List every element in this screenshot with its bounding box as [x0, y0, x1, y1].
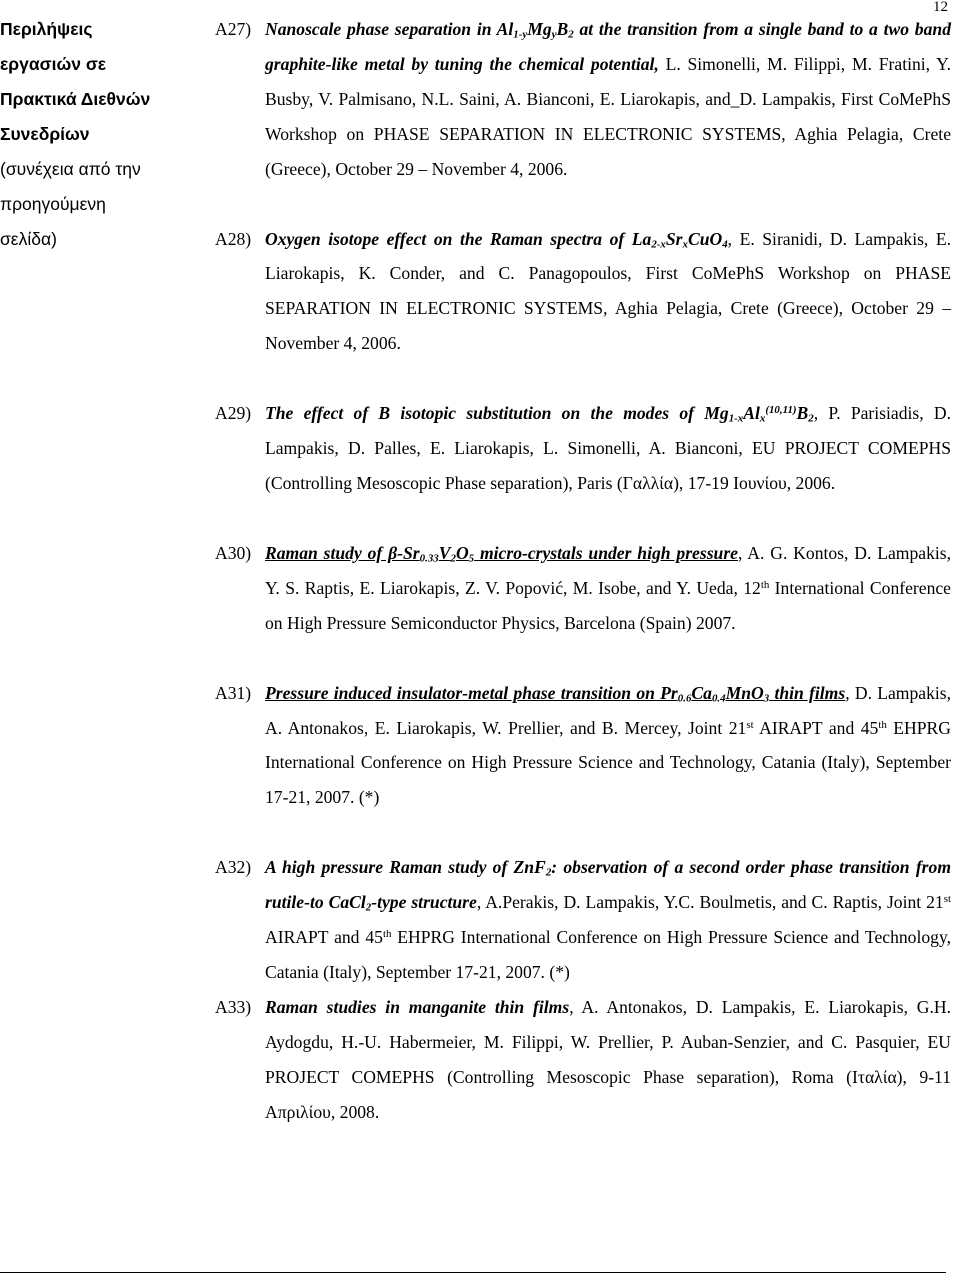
entry-body — [265, 536, 951, 641]
entry-body — [265, 222, 951, 362]
entry-title: Raman study of $\beta-Sr_{0.33}V_2O_5$ micro-crystals under high pressure — [265, 542, 738, 565]
publication-entry-a27 — [215, 12, 951, 187]
page-number: 12 — [933, 0, 948, 15]
entry-title: The effect of B isotopic substitution on the modes of $Mg_{1-x}Al_x^{(10,11)}B_2$ — [265, 403, 814, 425]
entry-title: Oxygen isotope effect on the Raman spectra of $La_{2-x}Sr_xCuO_4$ — [265, 228, 728, 251]
entry-body — [265, 990, 951, 1130]
entry-body — [265, 12, 951, 187]
entry-title: A high pressure Raman study of ZnF$_2$: observation of a second order phase transition from rutile-to CaCl$_2$-type structure — [265, 857, 952, 914]
side-note-line: Πρακτικά Διεθνών — [0, 89, 151, 109]
entry-label: A30) — [215, 542, 252, 563]
entry-citation: , A.Perakis, D. Lampakis, Y.C. Boulmetis, and C. Raptis, Joint 21st AIRAPT and 45th EHPRG International Conference on High Pressure Science and Technology, Catania (Italy), September 17-21, 2007. (*) — [265, 892, 951, 982]
entry-title: Nanoscale phase separation in $Al_{1-y}Mg_yB_2$ at the transition from a single band to a two band graphite-like metal by tuning the chemical potential, — [265, 19, 951, 74]
publication-entry-a29 — [215, 396, 951, 501]
entry-body — [265, 396, 951, 501]
entry-citation: , A. G. Kontos, D. Lampakis, Y. S. Raptis, E. Liarokapis, Z. V. Popović, M. Isobe, and Y. Ueda, 12th International Conference on High Pressure Semiconductor Physics, Barcelona (Spain) 2007. — [265, 542, 951, 633]
side-note-line: Περιλήψεις — [0, 19, 93, 39]
entry-label: A28) — [215, 228, 252, 249]
entry-label: A27) — [215, 19, 252, 39]
entry-label: A33) — [215, 996, 252, 1017]
entry-title: Pressure induced insulator-metal phase transition on $Pr_{0.6}Ca_{0.4}MnO_3$ thin films — [265, 682, 846, 705]
entry-citation: , D. Lampakis, A. Antonakos, E. Liarokapis, W. Prellier, and B. Mercey, Joint 21st AIRAPT and 45th EHPRG International Conference on High Pressure Science and Technology, Catania (Italy), September 17-21, 2007. (*) — [265, 682, 951, 808]
entry-title: Raman studies in manganite thin films — [265, 996, 570, 1017]
side-note-line: σελίδα) — [0, 229, 57, 249]
section-side-note — [0, 12, 198, 257]
entry-label: A32) — [215, 857, 252, 878]
publication-list — [215, 12, 951, 1129]
publication-entry-a32 — [215, 850, 951, 990]
side-note-line: Συνεδρίων — [0, 124, 90, 144]
side-note-line: προηγούμενη — [0, 194, 106, 214]
entry-citation: , P. Parisiadis, D. Lampakis, D. Palles, E. Liarokapis, L. Simonelli, A. Bianconi, EU PROJECT COMEPHS (Controlling Mesoscopic Phase separation), Paris (Γαλλία), 17-19 Ιουνίου, 2006. — [265, 403, 951, 493]
side-note-line: εργασιών σε — [0, 54, 107, 74]
publication-entry-a30 — [215, 536, 951, 641]
publication-entry-a28 — [215, 222, 951, 362]
entry-citation: , E. Siranidi, D. Lampakis, E. Liarokapis, K. Conder, and C. Panagopoulos, First CoMePhS Workshop on PHASE SEPARATION IN ELECTRONIC SYSTEMS, Aghia Pelagia, Crete (Greece), October 29 – November 4, 2006. — [265, 228, 951, 354]
publication-entry-a31 — [215, 676, 951, 816]
entry-citation: , A. Antonakos, D. Lampakis, E. Liarokapis, G.H. Aydogdu, H.-U. Habermeier, M. Filippi, W. Prellier, P. Auban-Senzier, and C. Pasquier, EU PROJECT COMEPHS (Controlling Mesoscopic Phase separation), Roma (Ιταλία), 9-11 Απριλίου, 2008. — [265, 996, 951, 1122]
entry-body — [265, 676, 951, 816]
entry-label: A31) — [215, 682, 252, 703]
publication-entry-a33 — [215, 990, 951, 1130]
entry-label: A29) — [215, 403, 252, 424]
entry-citation: L. Simonelli, M. Filippi, M. Fratini, Y. Busby, V. Palmisano, N.L. Saini, A. Bianconi, E. Liarokapis, and_D. Lampakis, First CoMePhS Workshop on PHASE SEPARATION IN ELECTRONIC SYSTEMS, Aghia Pelagia, Crete (Greece), October 29 – November 4, 2006. — [265, 53, 951, 179]
entry-body — [265, 850, 951, 990]
side-note-line: (συνέχεια από την — [0, 159, 141, 179]
footer-rule — [0, 1272, 946, 1273]
